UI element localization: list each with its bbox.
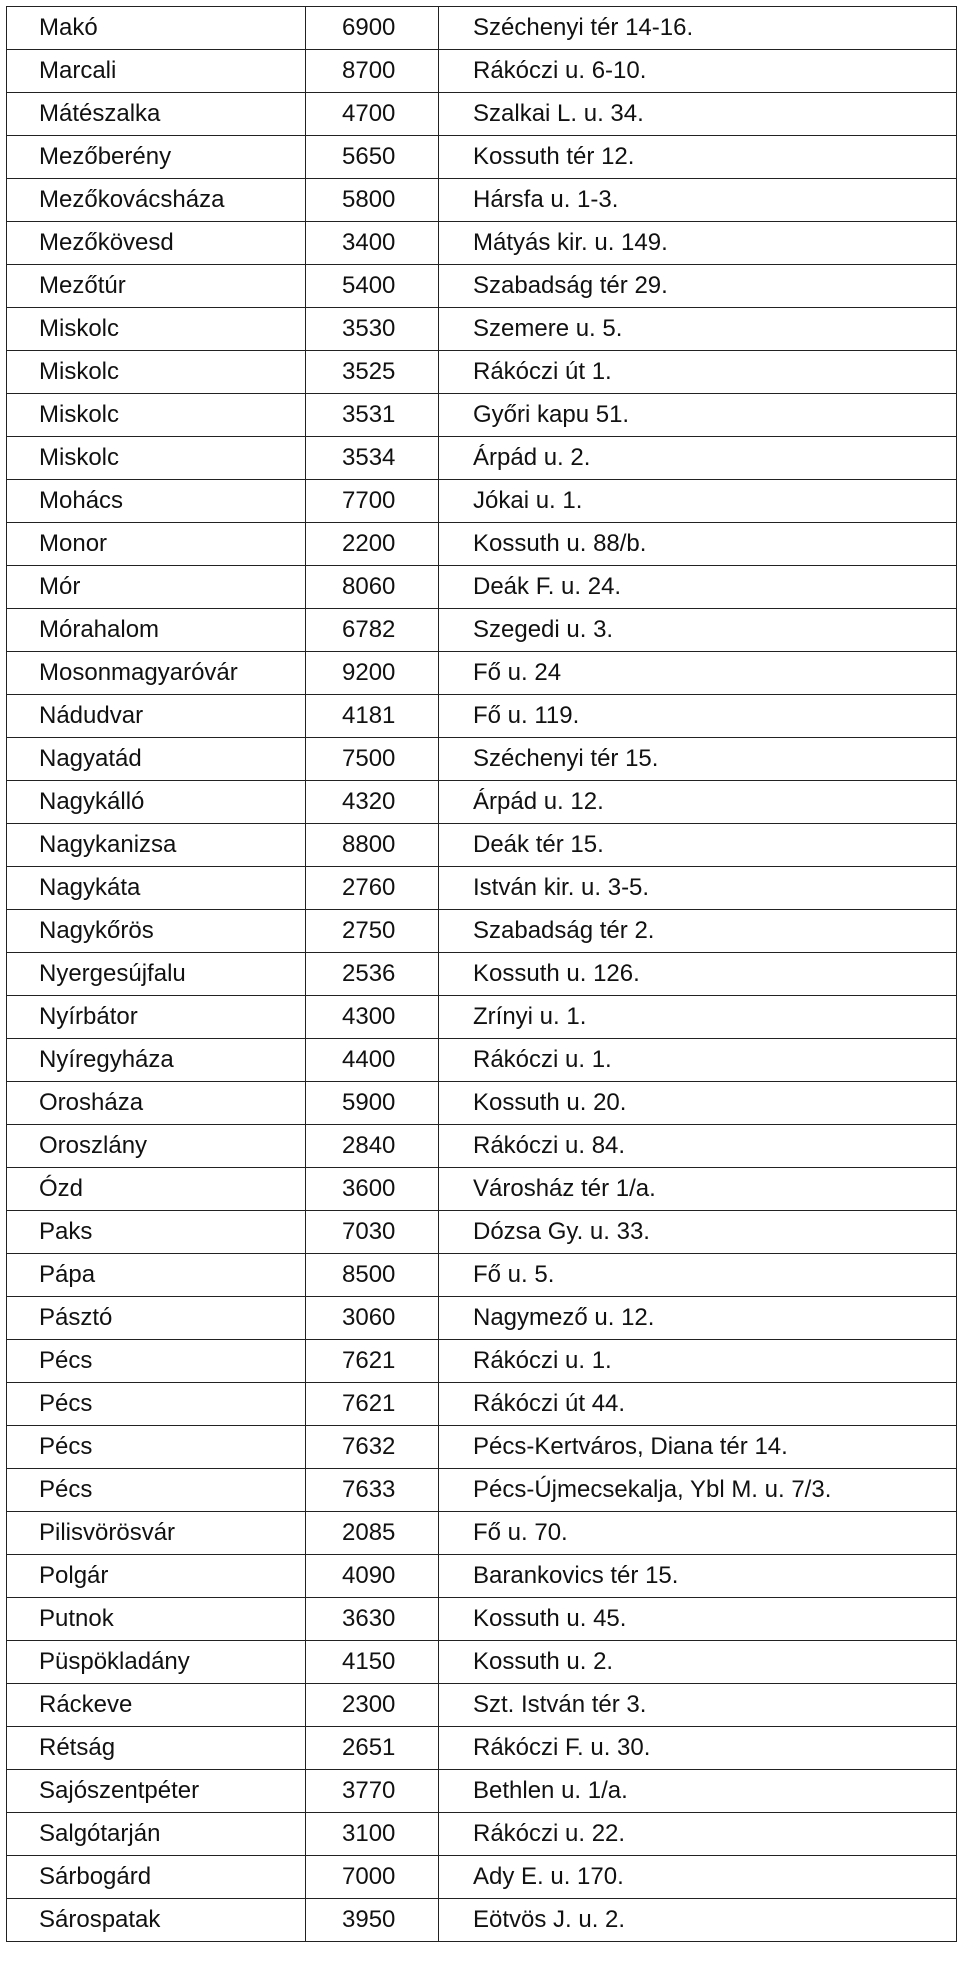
postal-code-cell: 5900: [306, 1082, 439, 1125]
postal-code-cell: 7632: [306, 1426, 439, 1469]
address-cell: Széchenyi tér 14-16.: [439, 7, 957, 50]
address-cell: Kossuth tér 12.: [439, 136, 957, 179]
city-cell: Pécs: [7, 1426, 306, 1469]
table-row: [7, 222, 957, 265]
city-cell: Nyergesújfalu: [7, 953, 306, 996]
city-cell: Ráckeve: [7, 1684, 306, 1727]
address-cell: Szegedi u. 3.: [439, 609, 957, 652]
table-row: [7, 1254, 957, 1297]
table-row: [7, 394, 957, 437]
address-cell: Kossuth u. 2.: [439, 1641, 957, 1684]
table-row: [7, 1770, 957, 1813]
table-row: [7, 996, 957, 1039]
address-cell: Eötvös J. u. 2.: [439, 1899, 957, 1942]
address-cell: Jókai u. 1.: [439, 480, 957, 523]
table-row: [7, 695, 957, 738]
postal-code-cell: 3400: [306, 222, 439, 265]
address-cell: Kossuth u. 20.: [439, 1082, 957, 1125]
address-cell: Fő u. 119.: [439, 695, 957, 738]
postal-code-cell: 2536: [306, 953, 439, 996]
table-row: [7, 824, 957, 867]
table-row: [7, 1383, 957, 1426]
address-cell: Bethlen u. 1/a.: [439, 1770, 957, 1813]
address-cell: Szalkai L. u. 34.: [439, 93, 957, 136]
table-row: [7, 781, 957, 824]
city-cell: Pécs: [7, 1383, 306, 1426]
city-cell: Paks: [7, 1211, 306, 1254]
table-row: [7, 1082, 957, 1125]
table-row: [7, 50, 957, 93]
postal-code-cell: 2300: [306, 1684, 439, 1727]
address-cell: Nagymező u. 12.: [439, 1297, 957, 1340]
city-cell: Salgótarján: [7, 1813, 306, 1856]
address-cell: Rákóczi út 1.: [439, 351, 957, 394]
postal-code-cell: 4400: [306, 1039, 439, 1082]
address-cell: Szabadság tér 2.: [439, 910, 957, 953]
address-cell: Szt. István tér 3.: [439, 1684, 957, 1727]
address-cell: Zrínyi u. 1.: [439, 996, 957, 1039]
table-row: [7, 738, 957, 781]
address-cell: Dózsa Gy. u. 33.: [439, 1211, 957, 1254]
address-cell: Deák tér 15.: [439, 824, 957, 867]
table-row: [7, 609, 957, 652]
postal-code-cell: 2760: [306, 867, 439, 910]
table-row: [7, 1211, 957, 1254]
postal-code-cell: 3630: [306, 1598, 439, 1641]
table-row: [7, 523, 957, 566]
address-cell: Pécs-Kertváros, Diana tér 14.: [439, 1426, 957, 1469]
postal-code-cell: 5400: [306, 265, 439, 308]
city-cell: Orosháza: [7, 1082, 306, 1125]
city-cell: Nagyatád: [7, 738, 306, 781]
postal-code-cell: 4150: [306, 1641, 439, 1684]
city-cell: Marcali: [7, 50, 306, 93]
table-row: [7, 910, 957, 953]
city-cell: Miskolc: [7, 351, 306, 394]
city-cell: Rétság: [7, 1727, 306, 1770]
postal-code-cell: 3100: [306, 1813, 439, 1856]
address-cell: Rákóczi u. 1.: [439, 1340, 957, 1383]
table-row: [7, 1469, 957, 1512]
address-cell: Rákóczi út 44.: [439, 1383, 957, 1426]
city-cell: Nagykőrös: [7, 910, 306, 953]
postal-code-cell: 3770: [306, 1770, 439, 1813]
city-cell: Pilisvörösvár: [7, 1512, 306, 1555]
postal-code-cell: 3534: [306, 437, 439, 480]
table-row: [7, 1512, 957, 1555]
table-row: [7, 1555, 957, 1598]
table-row: [7, 1899, 957, 1942]
city-cell: Miskolc: [7, 308, 306, 351]
table-row: [7, 1297, 957, 1340]
address-cell: Árpád u. 2.: [439, 437, 957, 480]
address-cell: Fő u. 5.: [439, 1254, 957, 1297]
city-cell: Ózd: [7, 1168, 306, 1211]
address-cell: Pécs-Újmecsekalja, Ybl M. u. 7/3.: [439, 1469, 957, 1512]
postal-code-cell: 7500: [306, 738, 439, 781]
table-row: [7, 652, 957, 695]
postal-code-cell: 4320: [306, 781, 439, 824]
city-cell: Makó: [7, 7, 306, 50]
table-row: [7, 1856, 957, 1899]
address-cell: Szemere u. 5.: [439, 308, 957, 351]
city-cell: Mezőkövesd: [7, 222, 306, 265]
table-row: [7, 566, 957, 609]
table-row: [7, 1039, 957, 1082]
postal-code-cell: 2651: [306, 1727, 439, 1770]
address-cell: Fő u. 24: [439, 652, 957, 695]
address-cell: Rákóczi u. 6-10.: [439, 50, 957, 93]
table-row: [7, 1598, 957, 1641]
postal-code-cell: 2840: [306, 1125, 439, 1168]
address-cell: Hársfa u. 1-3.: [439, 179, 957, 222]
city-cell: Pécs: [7, 1340, 306, 1383]
postal-code-cell: 4300: [306, 996, 439, 1039]
postal-code-cell: 3060: [306, 1297, 439, 1340]
city-cell: Nagykáta: [7, 867, 306, 910]
table-row: [7, 1727, 957, 1770]
postal-code-cell: 9200: [306, 652, 439, 695]
address-cell: Árpád u. 12.: [439, 781, 957, 824]
city-cell: Miskolc: [7, 394, 306, 437]
postal-code-cell: 7633: [306, 1469, 439, 1512]
postal-code-cell: 3600: [306, 1168, 439, 1211]
city-cell: Pápa: [7, 1254, 306, 1297]
address-cell: Rákóczi u. 1.: [439, 1039, 957, 1082]
city-cell: Putnok: [7, 1598, 306, 1641]
address-cell: Kossuth u. 45.: [439, 1598, 957, 1641]
city-cell: Mátészalka: [7, 93, 306, 136]
postal-code-cell: 5800: [306, 179, 439, 222]
postal-code-cell: 3525: [306, 351, 439, 394]
address-cell: Fő u. 70.: [439, 1512, 957, 1555]
city-cell: Nádudvar: [7, 695, 306, 738]
city-cell: Polgár: [7, 1555, 306, 1598]
city-cell: Pécs: [7, 1469, 306, 1512]
table-row: [7, 136, 957, 179]
postal-code-cell: 8700: [306, 50, 439, 93]
address-cell: Kossuth u. 126.: [439, 953, 957, 996]
address-cell: Városház tér 1/a.: [439, 1168, 957, 1211]
table-row: [7, 351, 957, 394]
address-cell: Rákóczi F. u. 30.: [439, 1727, 957, 1770]
address-cell: Rákóczi u. 22.: [439, 1813, 957, 1856]
table-row: [7, 179, 957, 222]
city-cell: Mór: [7, 566, 306, 609]
city-cell: Mohács: [7, 480, 306, 523]
city-cell: Mezőberény: [7, 136, 306, 179]
address-table-body: [7, 7, 957, 1942]
table-row: [7, 1125, 957, 1168]
table-row: [7, 308, 957, 351]
postal-code-cell: 2200: [306, 523, 439, 566]
address-cell: Deák F. u. 24.: [439, 566, 957, 609]
postal-code-cell: 8500: [306, 1254, 439, 1297]
address-cell: Győri kapu 51.: [439, 394, 957, 437]
address-table: [6, 6, 957, 1942]
postal-code-cell: 6782: [306, 609, 439, 652]
city-cell: Pásztó: [7, 1297, 306, 1340]
postal-code-cell: 3530: [306, 308, 439, 351]
postal-code-cell: 7000: [306, 1856, 439, 1899]
table-row: [7, 1641, 957, 1684]
city-cell: Monor: [7, 523, 306, 566]
city-cell: Nyíregyháza: [7, 1039, 306, 1082]
city-cell: Mosonmagyaróvár: [7, 652, 306, 695]
address-cell: Szabadság tér 29.: [439, 265, 957, 308]
postal-code-cell: 5650: [306, 136, 439, 179]
postal-code-cell: 3950: [306, 1899, 439, 1942]
postal-code-cell: 4700: [306, 93, 439, 136]
city-cell: Mórahalom: [7, 609, 306, 652]
table-row: [7, 1684, 957, 1727]
postal-code-cell: 3531: [306, 394, 439, 437]
table-row: [7, 480, 957, 523]
postal-code-cell: 7700: [306, 480, 439, 523]
postal-code-cell: 6900: [306, 7, 439, 50]
address-cell: Barankovics tér 15.: [439, 1555, 957, 1598]
address-cell: István kir. u. 3-5.: [439, 867, 957, 910]
table-row: [7, 1426, 957, 1469]
city-cell: Oroszlány: [7, 1125, 306, 1168]
postal-code-cell: 7621: [306, 1383, 439, 1426]
postal-code-cell: 7621: [306, 1340, 439, 1383]
table-row: [7, 867, 957, 910]
city-cell: Miskolc: [7, 437, 306, 480]
address-cell: Széchenyi tér 15.: [439, 738, 957, 781]
postal-code-cell: 2750: [306, 910, 439, 953]
city-cell: Sárospatak: [7, 1899, 306, 1942]
table-row: [7, 265, 957, 308]
postal-code-cell: 4090: [306, 1555, 439, 1598]
postal-code-cell: 7030: [306, 1211, 439, 1254]
city-cell: Püspökladány: [7, 1641, 306, 1684]
table-row: [7, 1340, 957, 1383]
table-row: [7, 1813, 957, 1856]
address-cell: Mátyás kir. u. 149.: [439, 222, 957, 265]
city-cell: Mezőtúr: [7, 265, 306, 308]
postal-code-cell: 2085: [306, 1512, 439, 1555]
city-cell: Sajószentpéter: [7, 1770, 306, 1813]
document-page: [6, 6, 956, 1942]
table-row: [7, 953, 957, 996]
city-cell: Nagykanizsa: [7, 824, 306, 867]
table-row: [7, 1168, 957, 1211]
address-cell: Ady E. u. 170.: [439, 1856, 957, 1899]
postal-code-cell: 8800: [306, 824, 439, 867]
city-cell: Nyírbátor: [7, 996, 306, 1039]
table-row: [7, 437, 957, 480]
city-cell: Mezőkovácsháza: [7, 179, 306, 222]
table-row: [7, 93, 957, 136]
postal-code-cell: 8060: [306, 566, 439, 609]
city-cell: Nagykálló: [7, 781, 306, 824]
city-cell: Sárbogárd: [7, 1856, 306, 1899]
table-row: [7, 7, 957, 50]
address-cell: Kossuth u. 88/b.: [439, 523, 957, 566]
address-cell: Rákóczi u. 84.: [439, 1125, 957, 1168]
postal-code-cell: 4181: [306, 695, 439, 738]
